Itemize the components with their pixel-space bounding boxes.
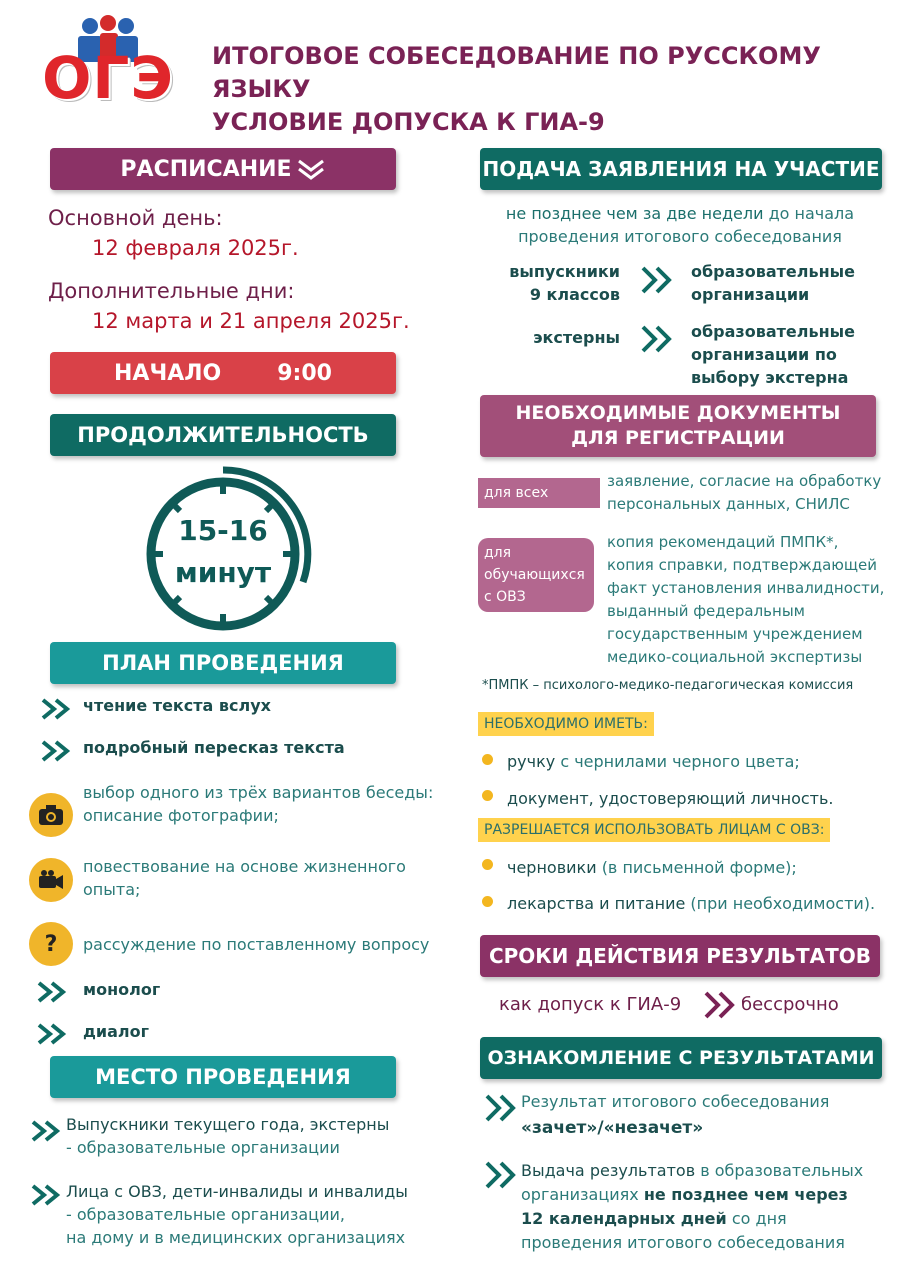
deadline-rest: до начала <box>768 204 855 223</box>
chevron-right-icon <box>30 1119 64 1143</box>
place-group-2 <box>66 1180 466 1249</box>
results-item-1-text: Результат итогового собеседования <box>521 1092 830 1111</box>
extra-days-dates: 12 марта и 21 апреля 2025г. <box>92 309 410 333</box>
duration-value: 15-16 <box>178 514 268 547</box>
plan-item-retelling: подробный пересказ текста <box>83 738 345 757</box>
graduates-target <box>691 260 855 306</box>
plan-item-photo: описание фотографии; <box>83 806 279 825</box>
results-item-2-rest-3: со дня <box>731 1209 787 1228</box>
chevron-right-icon <box>36 1022 70 1046</box>
plan-item-narration-line1: повествование на основе жизненного <box>83 857 406 876</box>
place-group-2-text-1: - образовательные организации, <box>66 1205 345 1224</box>
results-item-2-bold-2: не позднее чем через <box>643 1185 848 1204</box>
externs-target-1: образовательные <box>691 322 855 341</box>
chevron-right-icon <box>640 265 674 295</box>
docs-ovz-text-3: факт установления инвалидности, <box>607 579 885 597</box>
docs-ovz-label-2: обучающихся <box>484 567 585 583</box>
logo <box>28 14 188 114</box>
clock <box>133 462 313 642</box>
allowed-item-2-bold: лекарства и питание <box>507 894 686 913</box>
chevron-right-icon <box>484 1093 518 1123</box>
externs-target-3: выбору экстерна <box>691 368 849 387</box>
plan-item-narration <box>83 855 463 901</box>
allowed-item-2-rest: (при необходимости). <box>690 894 876 913</box>
graduates-label-2: 9 классов <box>529 285 620 304</box>
chevron-right-icon <box>40 739 74 763</box>
plan-item-monologue: монолог <box>83 980 161 999</box>
duration-title: ПРОДОЛЖИТЕЛЬНОСТЬ <box>77 423 369 447</box>
start-label: НАЧАЛО <box>114 360 222 386</box>
place-title: МЕСТО ПРОВЕДЕНИЯ <box>95 1065 351 1089</box>
docs-ovz-text-6: медико-социальной экспертизы <box>607 648 863 666</box>
page-title <box>212 40 902 139</box>
extra-days-label: Дополнительные дни: <box>48 279 295 303</box>
place-group-2-title: Лица с ОВЗ, дети-инвалиды и инвалиды <box>66 1182 408 1201</box>
chevron-right-icon <box>703 990 737 1020</box>
results-item-1-bold: «зачет»/«незачет» <box>521 1118 704 1138</box>
allowed-item-1 <box>507 856 797 879</box>
chevron-right-icon <box>484 1160 518 1190</box>
results-title: ОЗНАКОМЛЕНИЕ С РЕЗУЛЬТАТАМИ <box>487 1047 875 1069</box>
start-band <box>50 352 396 394</box>
validity-left: как допуск к ГИА-9 <box>499 994 682 1015</box>
camera-icon <box>29 793 73 837</box>
video-camera-icon <box>29 858 73 902</box>
place-group-1-title: Выпускники текущего года, экстерны <box>66 1115 390 1134</box>
chevron-right-icon <box>40 697 74 721</box>
graduates-label <box>480 260 620 306</box>
docs-ovz-label-3: с ОВЗ <box>484 589 526 605</box>
chevron-right-icon <box>30 1183 64 1207</box>
must-have-item-2: документ, удостоверяющий личность. <box>507 789 834 808</box>
docs-ovz-text-4: выданный федеральным <box>607 602 805 620</box>
deadline-line2: проведения итогового собеседования <box>518 227 842 246</box>
schedule-title: РАСПИСАНИЕ <box>120 156 292 182</box>
must-have-item-1-bold: ручку <box>507 752 556 771</box>
docs-ovz-label <box>478 538 594 612</box>
docs-all-text-2: персональных данных, СНИЛС <box>607 495 850 513</box>
question-icon <box>29 922 73 966</box>
results-item-2-bold-1: Выдача результатов <box>521 1161 696 1180</box>
results-band <box>480 1037 882 1079</box>
plan-title: ПЛАН ПРОВЕДЕНИЯ <box>102 651 344 675</box>
plan-band <box>50 642 396 684</box>
docs-ovz-label-1: для <box>484 545 512 561</box>
plan-item-reasoning: рассуждение по поставленному вопросу <box>83 935 430 954</box>
title-line-1: ИТОГОВОЕ СОБЕСЕДОВАНИЕ ПО РУССКОМУ ЯЗЫКУ <box>212 42 821 103</box>
start-time: 9:00 <box>277 360 332 386</box>
allowed-item-1-bold: черновики <box>507 858 597 877</box>
must-have-title: НЕОБХОДИМО ИМЕТЬ: <box>478 712 654 736</box>
plan-item-choice-line1: выбор одного из трёх вариантов беседы: <box>83 783 434 802</box>
docs-band <box>480 395 876 457</box>
docs-ovz-text-5: государственным учреждением <box>607 625 863 643</box>
allowed-item-2 <box>507 892 875 915</box>
docs-title-1: НЕОБХОДИМЫЕ ДОКУМЕНТЫ <box>515 402 841 424</box>
results-item-2-rest-1: в образовательных <box>700 1161 864 1180</box>
docs-ovz-text-2: копия справки, подтверждающей <box>607 556 878 574</box>
results-item-1 <box>521 1090 891 1140</box>
docs-title-2: ДЛЯ РЕГИСТРАЦИИ <box>571 427 785 449</box>
must-have-item-1-rest: с чернилами черного цвета; <box>560 752 800 771</box>
docs-all-text-1: заявление, согласие на обработку <box>607 472 882 490</box>
question-mark: ? <box>44 931 58 957</box>
chevron-right-icon <box>36 980 70 1004</box>
docs-ovz-text <box>607 531 884 669</box>
schedule-band <box>50 148 396 190</box>
main-day-date: 12 февраля 2025г. <box>92 236 299 260</box>
externs-target <box>691 320 855 389</box>
title-line-2: УСЛОВИЕ ДОПУСКА К ГИА-9 <box>212 108 605 136</box>
application-deadline <box>480 202 880 248</box>
application-title: ПОДАЧА ЗАЯВЛЕНИЯ НА УЧАСТИЕ <box>482 157 880 181</box>
results-item-2 <box>521 1159 901 1255</box>
externs-label: экстерны <box>533 328 620 347</box>
validity-title: СРОКИ ДЕЙСТВИЯ РЕЗУЛЬТАТОВ <box>488 944 872 968</box>
results-item-2-rest-4: проведения итогового собеседования <box>521 1233 845 1252</box>
must-have-item-1 <box>507 750 800 773</box>
docs-all-text <box>607 470 881 516</box>
graduates-target-1: образовательные <box>691 262 855 281</box>
allowed-item-1-rest: (в письменной форме); <box>601 858 797 877</box>
graduates-target-2: организации <box>691 285 810 304</box>
bullet-dot <box>482 754 493 765</box>
docs-ovz-text-1: копия рекомендаций ПМПК*, <box>607 533 839 551</box>
duration-band <box>50 414 396 456</box>
results-item-2-bold-3: 12 календарных дней <box>521 1209 727 1228</box>
plan-item-dialogue: диалог <box>83 1022 149 1041</box>
externs-target-2: организации по <box>691 345 837 364</box>
plan-item-reading: чтение текста вслух <box>83 696 271 715</box>
bullet-dot <box>482 790 493 801</box>
place-group-1-text: - образовательные организации <box>66 1138 340 1157</box>
place-group-1 <box>66 1113 466 1159</box>
allowed-title: РАЗРЕШАЕТСЯ ИСПОЛЬЗОВАТЬ ЛИЦАМ С ОВЗ: <box>478 818 830 842</box>
docs-all-label: для всех <box>478 478 600 508</box>
main-day-label: Основной день: <box>48 206 223 230</box>
place-group-2-text-2: на дому и в медицинских организациях <box>66 1228 406 1247</box>
clock-icon <box>133 462 313 642</box>
chevron-right-icon <box>640 324 674 354</box>
bullet-dot <box>482 859 493 870</box>
application-band <box>480 148 882 190</box>
place-band <box>50 1056 396 1098</box>
duration-unit: минут <box>174 556 272 589</box>
validity-band <box>480 935 880 977</box>
plan-item-choice <box>83 781 463 827</box>
docs-footnote: *ПМПК – психолого-медико-педагогическая комиссия <box>482 678 854 693</box>
validity-right: бессрочно <box>741 994 839 1015</box>
deadline-bold: не позднее чем за две недели <box>505 204 764 223</box>
logo-text: ОГЭ <box>42 44 174 112</box>
double-chevron-down-icon <box>296 157 326 181</box>
graduates-label-1: выпускники <box>509 262 620 281</box>
bullet-dot <box>482 896 493 907</box>
plan-item-narration-line2: опыта; <box>83 880 141 899</box>
results-item-2-rest-2: организациях <box>521 1185 639 1204</box>
